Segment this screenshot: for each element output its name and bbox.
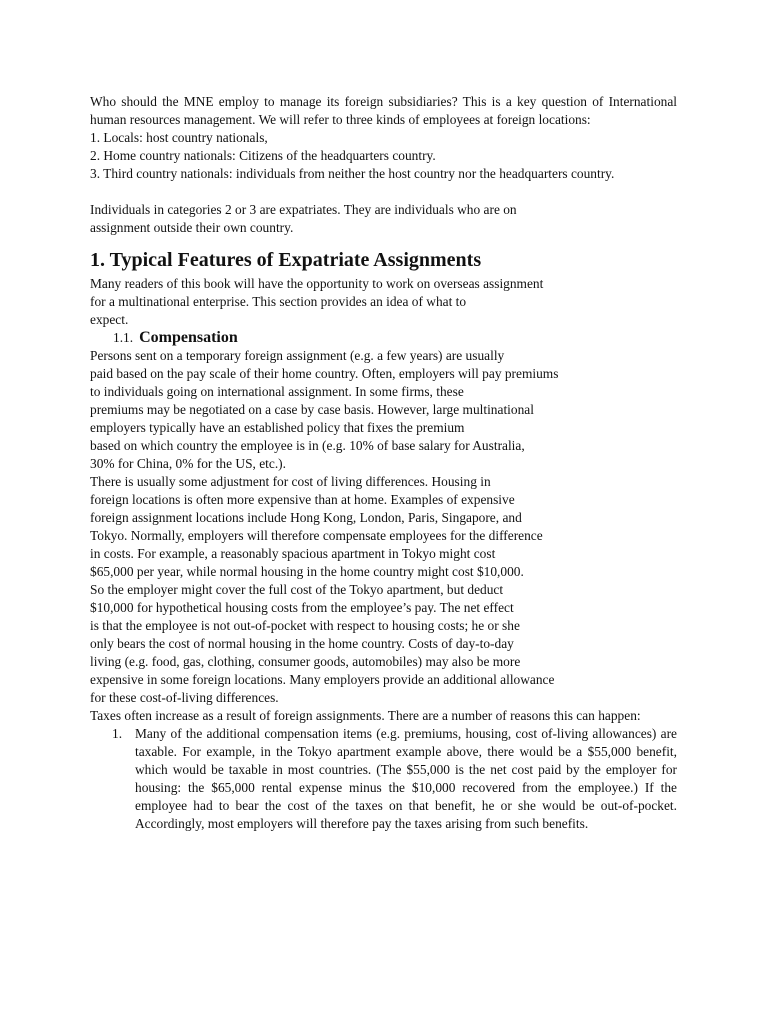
taxes-list xyxy=(90,725,677,833)
body-line: living (e.g. food, gas, clothing, consumer goods, automobiles) may also be more xyxy=(90,654,521,669)
body-line: There is usually some adjustment for cost of living differences. Housing in xyxy=(90,474,491,489)
subsection-number: 1.1. xyxy=(113,330,134,345)
body-line: Tokyo. Normally, employers will therefore compensate employees for the difference xyxy=(90,528,543,543)
body-line: Persons sent on a temporary foreign assignment (e.g. a few years) are usually xyxy=(90,348,505,363)
subsection-heading xyxy=(113,329,677,347)
body-line: employers typically have an established policy that fixes the premium xyxy=(90,420,465,435)
body-line: for these cost-of-living differences. xyxy=(90,690,279,705)
section-intro-line: for a multinational enterprise. This section provides an idea of what to xyxy=(90,294,467,309)
intro-paragraph: Who should the MNE employ to manage its foreign subsidiaries? This is a key question of International human resources management. We will refer to three kinds of employees at foreign locations: xyxy=(90,94,677,127)
taxes-paragraph: Taxes often increase as a result of foreign assignments. There are a number of reasons this can happen: xyxy=(90,708,641,723)
section-intro-line: Many readers of this book will have the opportunity to work on overseas assignment xyxy=(90,276,544,291)
intro-list-item: 2. Home country nationals: Citizens of the headquarters country. xyxy=(90,148,436,163)
expatriate-paragraph-line: Individuals in categories 2 or 3 are expatriates. They are individuals who are on xyxy=(90,202,517,217)
compensation-body xyxy=(90,347,677,707)
body-line: paid based on the pay scale of their home country. Often, employers will pay premiums xyxy=(90,366,559,381)
body-line: expensive in some foreign locations. Many employers provide an additional allowance xyxy=(90,672,555,687)
list-item xyxy=(90,725,677,833)
section-heading: 1. Typical Features of Expatriate Assignments xyxy=(90,249,482,271)
body-line: only bears the cost of normal housing in the home country. Costs of day-to-day xyxy=(90,636,514,651)
list-item-number: 1. xyxy=(112,726,123,741)
body-line: 30% for China, 0% for the US, etc.). xyxy=(90,456,286,471)
document-body xyxy=(90,93,677,833)
body-line: $10,000 for hypothetical housing costs from the employee’s pay. The net effect xyxy=(90,600,514,615)
body-line: premiums may be negotiated on a case by case basis. However, large multinational xyxy=(90,402,534,417)
body-line: foreign locations is often more expensive than at home. Examples of expensive xyxy=(90,492,515,507)
body-line: based on which country the employee is in (e.g. 10% of base salary for Australia, xyxy=(90,438,525,453)
list-item-text: Many of the additional compensation items (e.g. premiums, housing, cost of-living allowances) are taxable. For example, in the Tokyo apartment example above, there would be a $55,000 benefit, which would be taxable in most countries. (The $55,000 is the net cost paid by the employer for housing: the $65,000 rental expense minus the $10,000 recovered from the employee.) If the employee had to bear the cost of the taxes on that benefit, he or she would be out-of-pocket. Accordingly, most employers will therefore pay the taxes arising from such benefits. xyxy=(135,726,677,831)
intro-list-item: 1. Locals: host country nationals, xyxy=(90,130,268,145)
body-line: to individuals going on international assignment. In some firms, these xyxy=(90,384,464,399)
section-intro-line: expect. xyxy=(90,312,129,327)
body-line: in costs. For example, a reasonably spacious apartment in Tokyo might cost xyxy=(90,546,496,561)
paragraph-spacer xyxy=(90,183,677,201)
expatriate-paragraph-line: assignment outside their own country. xyxy=(90,220,294,235)
subsection-title: Compensation xyxy=(139,329,238,346)
intro-list-item: 3. Third country nationals: individuals from neither the host country nor the headquarters country. xyxy=(90,166,615,181)
body-line: $65,000 per year, while normal housing in the home country might cost $10,000. xyxy=(90,564,524,579)
body-line: is that the employee is not out-of-pocket with respect to housing costs; he or she xyxy=(90,618,520,633)
body-line: foreign assignment locations include Hong Kong, London, Paris, Singapore, and xyxy=(90,510,522,525)
body-line: So the employer might cover the full cost of the Tokyo apartment, but deduct xyxy=(90,582,504,597)
